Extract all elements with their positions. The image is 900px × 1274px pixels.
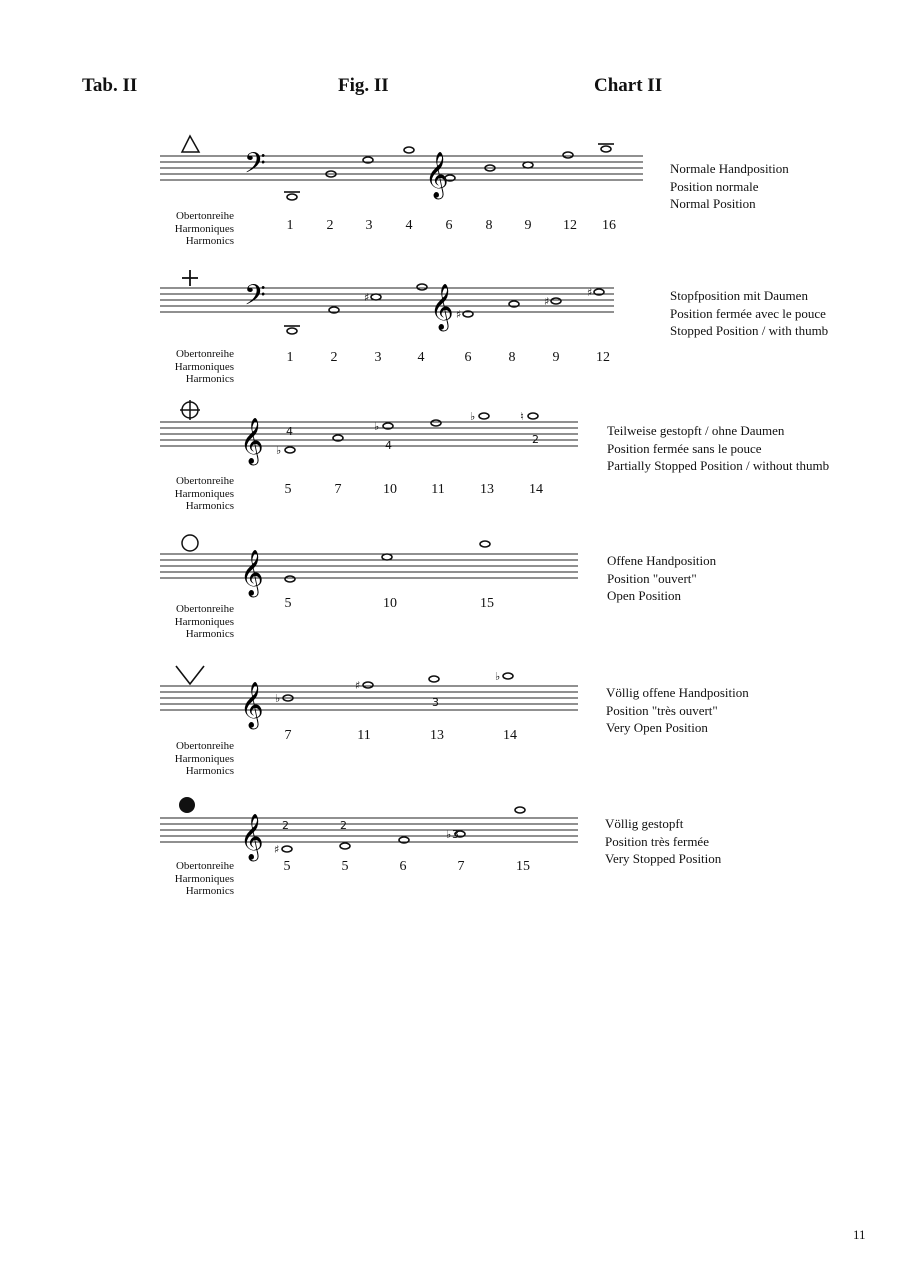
- treble-clef-icon: 𝄞: [240, 682, 264, 728]
- staff-very-stopped: [0, 792, 900, 912]
- harmonic-number: 3: [374, 350, 382, 365]
- filled-circle-icon: [179, 797, 195, 813]
- treble-clef-icon: 𝄞: [425, 152, 449, 198]
- svg-text:♭: ♭: [495, 670, 501, 683]
- svg-text:2: 2: [282, 819, 289, 832]
- harmonic-number: 1: [286, 218, 294, 233]
- series-label: Obertonreihe Harmoniques Harmonics: [174, 603, 234, 640]
- harmonic-number: 1: [286, 350, 294, 365]
- harmonic-number: 5: [341, 859, 349, 874]
- harmonic-number: 12: [596, 350, 610, 365]
- svg-text:♭: ♭: [374, 420, 380, 433]
- triangle-icon: [182, 136, 199, 152]
- position-description: Völlig offene Handposition Position "très ouvert" Very Open Position: [606, 685, 749, 735]
- svg-text:♯: ♯: [587, 286, 593, 299]
- circle-cross-icon: [180, 400, 200, 420]
- series-label: Obertonreihe Harmoniques Harmonics: [174, 740, 234, 777]
- series-label: Obertonreihe Harmoniques Harmonics: [174, 210, 234, 247]
- harmonic-number: 5: [283, 859, 291, 874]
- harmonic-number: 11: [357, 728, 371, 743]
- harmonic-number: 7: [457, 859, 465, 874]
- treble-clef-icon: 𝄞: [240, 814, 264, 860]
- harmonic-number: 9: [524, 218, 532, 233]
- harmonic-number: 6: [445, 218, 453, 233]
- series-label: Obertonreihe Harmoniques Harmonics: [174, 860, 234, 897]
- staff-open: [0, 528, 900, 648]
- harmonic-number: 14: [503, 728, 517, 743]
- harmonic-number: 5: [284, 596, 292, 611]
- harmonic-number: 8: [485, 218, 493, 233]
- svg-text:4: 4: [286, 425, 293, 438]
- header-fig: Fig. II: [338, 75, 389, 96]
- harmonic-number: 10: [383, 482, 397, 497]
- harmonic-number: 4: [417, 350, 425, 365]
- harmonic-number: 4: [405, 218, 413, 233]
- svg-text:♯: ♯: [544, 295, 550, 308]
- staff-very-open: [0, 660, 900, 780]
- plus-icon: [182, 270, 198, 286]
- open-circle-icon: [182, 535, 198, 551]
- harmonic-number: 2: [326, 218, 334, 233]
- svg-text:♯: ♯: [456, 308, 462, 321]
- treble-clef-icon: 𝄞: [240, 418, 264, 464]
- page-number: 11: [853, 1227, 866, 1242]
- harmonic-number: 7: [334, 482, 342, 497]
- harmonic-number: 6: [399, 859, 407, 874]
- harmonic-number: 13: [430, 728, 444, 743]
- svg-text:♯: ♯: [274, 843, 280, 856]
- harmonic-number: 15: [516, 859, 530, 874]
- svg-text:2: 2: [340, 819, 347, 832]
- harmonic-number: 6: [464, 350, 472, 365]
- svg-text:♯: ♯: [364, 291, 370, 304]
- bass-clef-icon: 𝄢: [244, 147, 266, 187]
- svg-text:♯: ♯: [355, 679, 361, 692]
- series-label: Obertonreihe Harmoniques Harmonics: [174, 475, 234, 512]
- position-description: Völlig gestopft Position très fermée Very Stopped Position: [605, 816, 722, 866]
- series-label: Obertonreihe Harmoniques Harmonics: [174, 348, 234, 385]
- harmonic-number: 16: [602, 218, 616, 233]
- svg-text:♭: ♭: [470, 410, 476, 423]
- harmonic-number: 8: [508, 350, 516, 365]
- harmonic-number: 12: [563, 218, 577, 233]
- svg-text:3: 3: [452, 828, 459, 841]
- harmonic-number: 3: [365, 218, 373, 233]
- harmonic-number: 13: [480, 482, 494, 497]
- svg-text:♮: ♮: [520, 410, 524, 423]
- treble-clef-icon: 𝄞: [430, 284, 454, 330]
- treble-clef-icon: 𝄞: [240, 550, 264, 596]
- position-description: Normale Handposition Position normale Normal Position: [670, 161, 789, 211]
- harmonic-number: 15: [480, 596, 494, 611]
- harmonic-number: 14: [529, 482, 543, 497]
- harmonic-number: 11: [431, 482, 445, 497]
- header-tab: Tab. II: [82, 75, 138, 96]
- harmonic-number: 7: [284, 728, 292, 743]
- harmonic-number: 2: [330, 350, 338, 365]
- svg-text:2: 2: [532, 433, 539, 446]
- harmonic-number: 9: [552, 350, 560, 365]
- position-description: Offene Handposition Position "ouvert" Open Position: [607, 553, 717, 603]
- svg-text:4: 4: [385, 439, 392, 452]
- v-icon: [176, 666, 204, 684]
- harmonic-number: 5: [284, 482, 292, 497]
- svg-text:♭: ♭: [276, 444, 282, 457]
- svg-text:3: 3: [432, 696, 439, 709]
- header-chart: Chart II: [594, 75, 663, 96]
- position-description: Teilweise gestopft / ohne Daumen Position fermée sans le pouce Partially Stopped Position / without thumb: [607, 423, 830, 473]
- svg-text:♭: ♭: [275, 692, 281, 705]
- bass-clef-icon: 𝄢: [244, 279, 266, 319]
- position-description: Stopfposition mit Daumen Position fermée avec le pouce Stopped Position / with thumb: [670, 288, 829, 338]
- svg-text:♭: ♭: [446, 828, 452, 841]
- harmonic-number: 10: [383, 596, 397, 611]
